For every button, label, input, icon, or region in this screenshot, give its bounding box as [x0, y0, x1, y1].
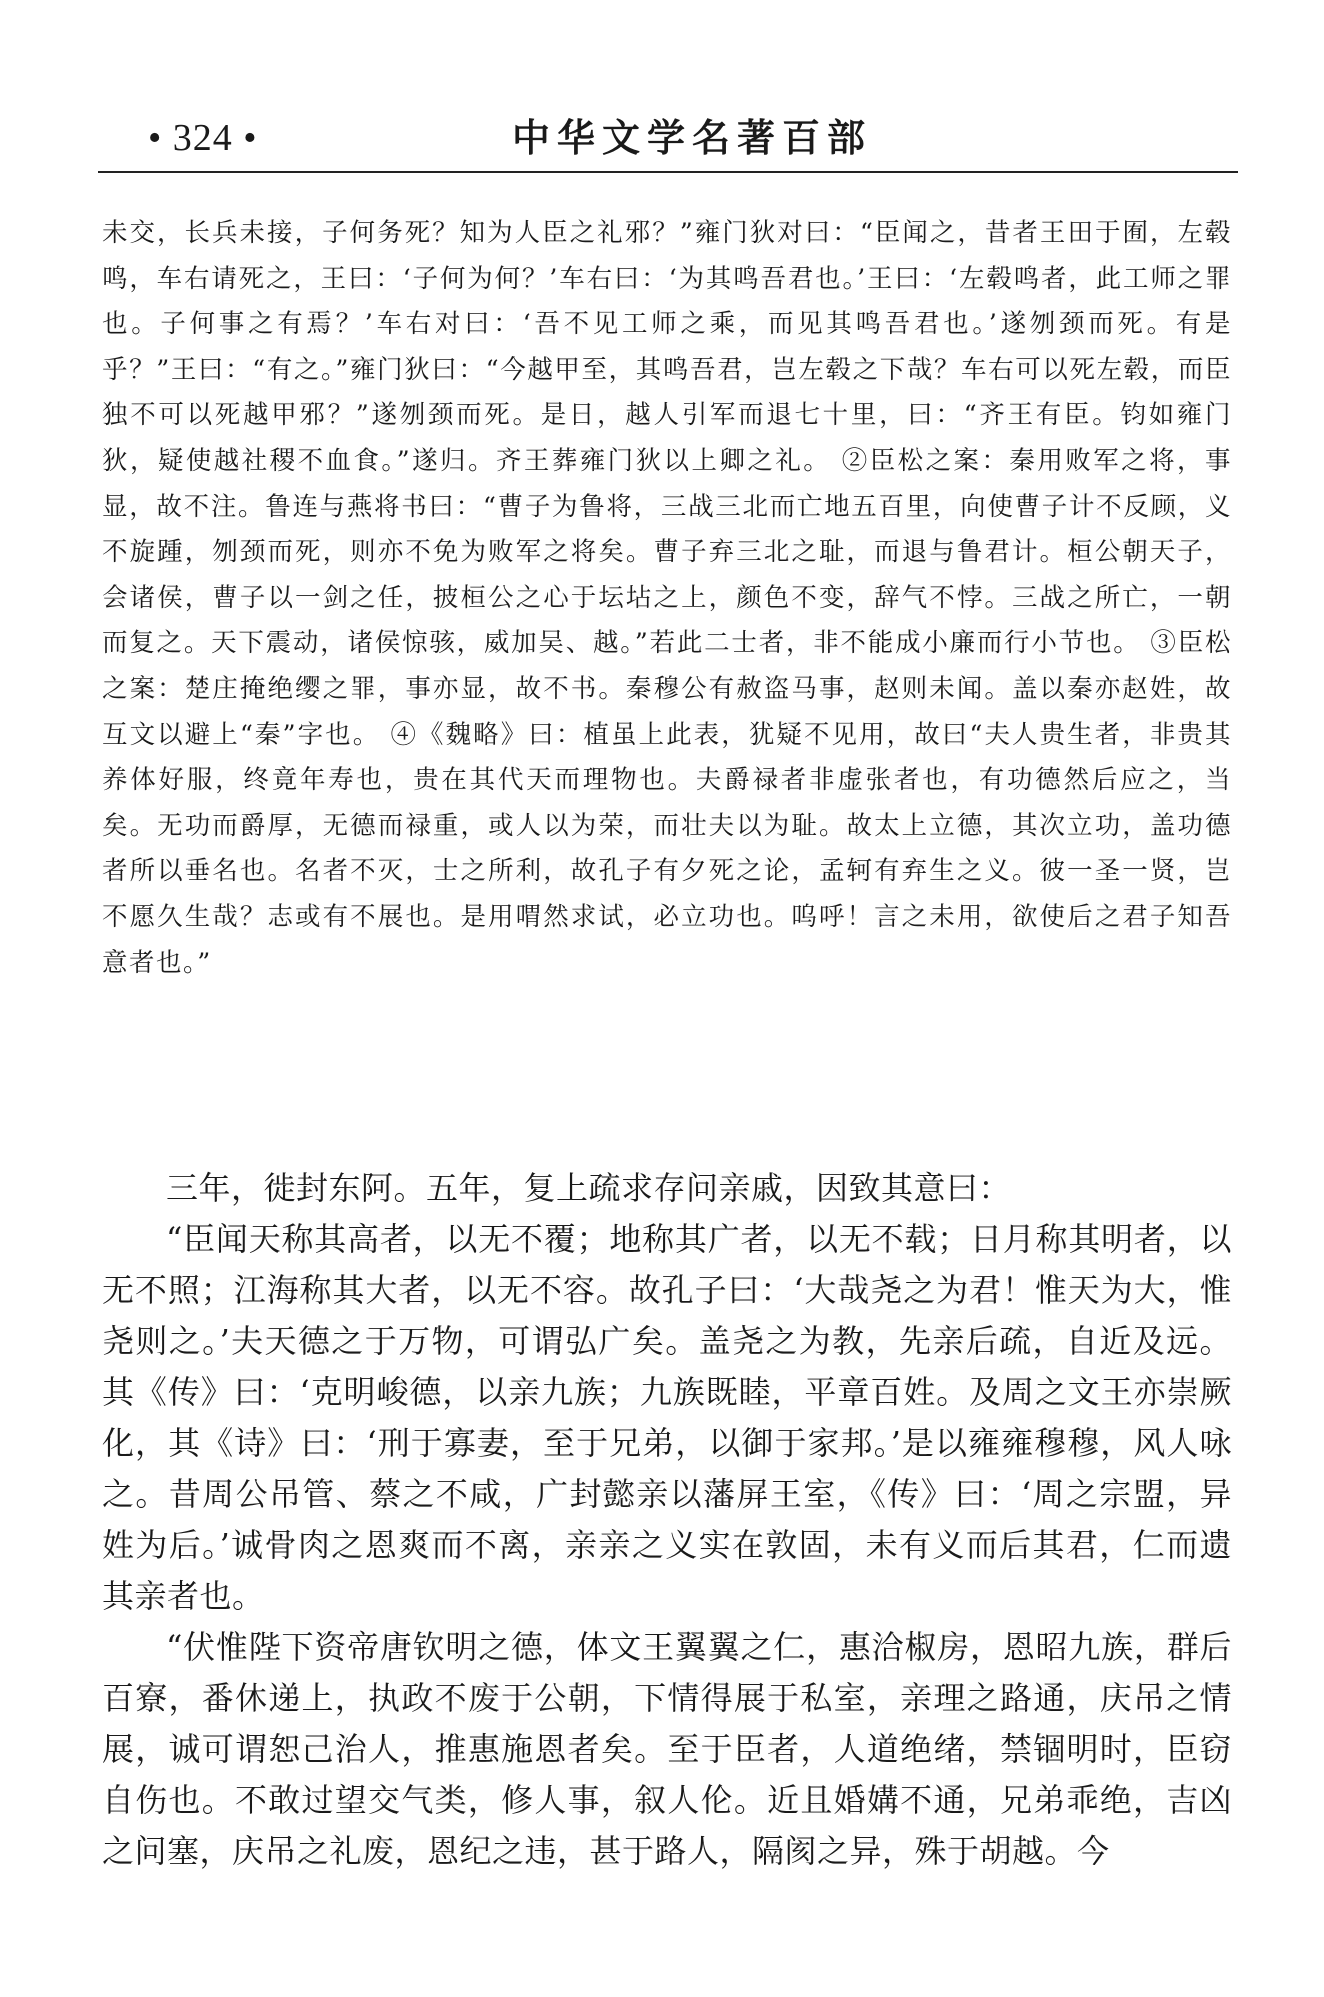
page-number: • 324 • — [148, 117, 258, 159]
header-rule — [98, 171, 1238, 173]
running-header — [98, 108, 1238, 168]
main-paragraph: 三年，徙封东阿。五年，复上疏求存问亲戚，因致其意曰： — [166, 1169, 1012, 1207]
book-title: 中华文学名著百部 — [512, 115, 873, 160]
annotation-notes — [102, 211, 1232, 986]
notes-paragraph: 未交，长兵未接，子何务死？知为人臣之礼邪？”雍门狄对曰：“臣闻之，昔者王田于囿，左毂鸣，车右请死之，王曰：‘子何为何？’车右曰：‘为其鸣吾君也。’王曰：‘左毂鸣者，此工师之罪也。子何事之有焉？’车右对曰：‘吾不见工师之乘，而见其鸣吾君也。’遂刎颈而死。有是乎？”王曰：“有之。”雍门狄曰：“今越甲至，其鸣吾君，岂左毂之下哉？车右可以死左毂，而臣独不可以死越甲邪？”遂刎颈而死。是日，越人引军而退七十里，曰：“齐王有臣。钧如雍门狄，疑使越社稷不血食。”遂归。齐王葬雍门狄以上卿之礼。 ②臣松之案：秦用败军之将，事显，故不注。鲁连与燕将书曰：“曹子为鲁将，三战三北而亡地五百里，向使曹子计不反顾，义不旋踵，刎颈而死，则亦不免为败军之将矣。曹子弃三北之耻，而退与鲁君计。桓公朝天子，会诸侯，曹子以一剑之任，披桓公之心于坛坫之上，颜色不变，辞气不悖。三战之所亡，一朝而复之。天下震动，诸侯惊骇，威加吴、越。”若此二士者，非不能成小廉而行小节也。 ③臣松之案：楚庄掩绝缨之罪，事亦显，故不书。秦穆公有赦盗马事，赵则未闻。盖以秦亦赵姓，故互文以避上“秦”字也。 ④《魏略》曰：植虽上此表，犹疑不见用，故曰“夫人贵生者，非贵其养体好服，终竟年寿也，贵在其代天而理物也。夫爵禄者非虚张者也，有功德然后应之，当矣。无功而爵厚，无德而禄重，或人以为荣，而壮夫以为耻。故太上立德，其次立功，盖功德者所以垂名也。名者不灭，士之所利，故孔子有夕死之论，孟轲有弃生之义。彼一圣一贤，岂不愿久生哉？志或有不展也。是用喟然求试，必立功也。呜呼！言之未用，欲使后之君子知吾意者也。” — [102, 218, 1232, 978]
main-text — [102, 1163, 1232, 1877]
main-paragraph: “臣闻天称其高者，以无不覆；地称其广者，以无不载；日月称其明者，以无不照；江海称其大者，以无不容。故孔子曰：‘大哉尧之为君！惟天为大，惟尧则之。’夫天德之于万物，可谓弘广矣。盖尧之为教，先亲后疏，自近及远。其《传》曰：‘克明峻德，以亲九族；九族既睦，平章百姓。及周之文王亦崇厥化，其《诗》曰：‘刑于寡妻，至于兄弟，以御于家邦。’是以雍雍穆穆，风人咏之。昔周公吊管、蔡之不咸，广封懿亲以藩屏王室，《传》曰：‘周之宗盟，异姓为后。’诚骨肉之恩爽而不离，亲亲之义实在敦固，未有义而后其君，仁而遗其亲者也。 — [102, 1220, 1232, 1615]
main-paragraph: “伏惟陛下资帝唐钦明之德，体文王翼翼之仁，惠洽椒房，恩昭九族，群后百寮，番休递上，执政不废于公朝，下情得展于私室，亲理之路通，庆吊之情展，诚可谓恕己治人，推惠施恩者矣。至于臣者，人道绝绪，禁锢明时，臣窃自伤也。不敢过望交气类，修人事，叙人伦。近且婚媾不通，兄弟乖绝，吉凶之问塞，庆吊之礼废，恩纪之违，甚于路人，隔阂之异，殊于胡越。今 — [102, 1628, 1232, 1870]
